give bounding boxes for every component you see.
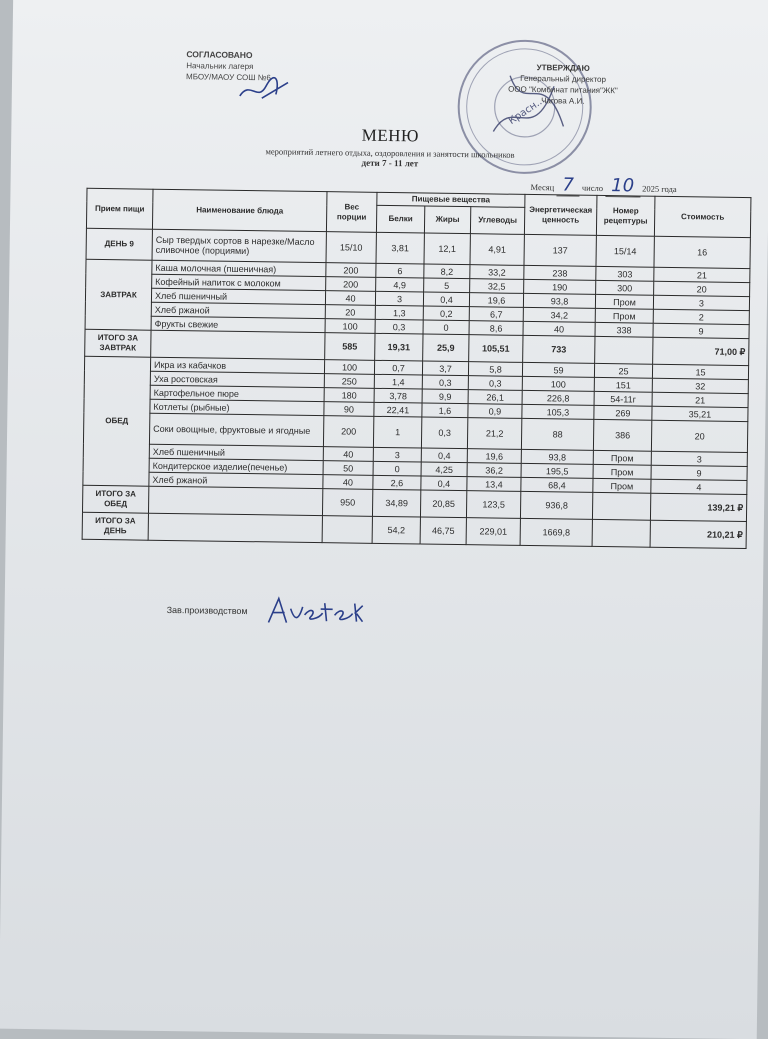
dish-name: Фрукты свежие	[151, 316, 325, 332]
date-day-label: число	[581, 182, 604, 194]
dish-proteins: 0,7	[374, 360, 422, 375]
breakfast-total-label: ИТОГО ЗА ЗАВТРАК	[85, 329, 151, 357]
dish-cost: 2	[653, 309, 749, 324]
page-title: МЕНЮ	[361, 125, 420, 146]
dish-recipe: 15/14	[596, 235, 654, 267]
dish-proteins: 3,78	[374, 388, 422, 403]
dish-energy: 34,2	[523, 307, 595, 322]
date-month-value: 7	[562, 174, 575, 196]
dish-energy: 190	[524, 279, 596, 294]
header-meal: Прием пищи	[86, 188, 153, 229]
date-day-value: 10	[611, 175, 635, 197]
dish-carbs: 0,9	[468, 404, 522, 419]
total-carbs: 123,5	[466, 491, 520, 519]
dish-name: Хлеб пшеничный	[151, 288, 325, 304]
dish-proteins: 0,3	[375, 319, 423, 334]
seal-text: Красн...	[506, 94, 547, 127]
dish-fats: 9,9	[422, 389, 468, 404]
dish-cost: 21	[654, 267, 750, 282]
dish-cost: 20	[651, 420, 747, 452]
age-group: дети 7 - 11 лет	[361, 157, 419, 169]
confirmation-position: Генеральный директор	[520, 73, 607, 85]
dish-fats: 0,3	[421, 417, 467, 449]
lunch-total-label: ИТОГО ЗА ОБЕД	[82, 485, 148, 513]
total-weight	[322, 516, 372, 544]
date-year: 2025 года	[642, 183, 677, 195]
header-dish: Наименование блюда	[152, 189, 327, 231]
page-subtitle: мероприятий летнего отдыха, оздоровления и занятости школьников	[265, 146, 515, 160]
dish-name: Кофейный напиток с молоком	[152, 274, 326, 290]
total-carbs: 105,51	[469, 335, 523, 363]
total-fats: 20,85	[420, 490, 466, 518]
dish-name: Каша молочная (пшеничная)	[152, 260, 326, 276]
dish-weight: 100	[325, 319, 375, 334]
dish-recipe: Пром	[593, 464, 651, 479]
dish-carbs: 26,1	[468, 390, 522, 405]
date-month-label: Месяц	[530, 182, 555, 193]
dish-recipe: Пром	[593, 478, 651, 493]
total-energy: 733	[523, 335, 595, 363]
dish-name: Хлеб пшеничный	[149, 444, 323, 460]
dish-weight: 200	[323, 416, 373, 448]
dish-proteins: 1	[373, 416, 421, 448]
footer-signoff	[167, 605, 248, 616]
dish-carbs: 21,2	[467, 418, 521, 450]
dish-proteins: 3	[373, 447, 421, 462]
dish-proteins: 2,6	[373, 475, 421, 490]
dish-cost: 16	[654, 236, 750, 268]
dish-carbs: 19,6	[469, 293, 523, 308]
dish-fats: 0,4	[423, 292, 469, 307]
dish-name: Картофельное пюре	[150, 385, 324, 401]
dish-proteins: 6	[376, 263, 424, 278]
total-cost: 71,00 ₽	[653, 337, 749, 365]
dish-recipe: 303	[596, 266, 654, 281]
dish-cost: 15	[652, 364, 748, 379]
dish-weight: 180	[324, 388, 374, 403]
dish-carbs: 33,2	[470, 265, 524, 280]
dish-recipe: Пром	[595, 308, 653, 323]
dish-fats: 8,2	[424, 264, 470, 279]
dish-fats: 0,4	[421, 476, 467, 491]
dish-proteins: 3,81	[376, 232, 424, 264]
dish-proteins: 0	[373, 461, 421, 476]
breakfast-label: ЗАВТРАК	[85, 259, 152, 330]
dish-proteins: 1,4	[374, 374, 422, 389]
dish-recipe: 300	[596, 280, 654, 295]
dish-recipe: 386	[593, 419, 651, 451]
dish-energy: 68,4	[521, 477, 593, 492]
approval-title: СОГЛАСОВАНО	[186, 49, 253, 61]
menu-table	[82, 188, 752, 549]
header-carbs: Углеводы	[470, 207, 524, 235]
dish-cost: 9	[653, 323, 749, 338]
dish-name: Уха ростовская	[150, 371, 324, 387]
dish-proteins: 4,9	[376, 277, 424, 292]
dish-weight: 90	[324, 402, 374, 417]
dish-weight: 20	[325, 305, 375, 320]
dish-carbs: 8,6	[469, 321, 523, 336]
dish-cost: 20	[654, 281, 750, 296]
dish-carbs: 6,7	[469, 307, 523, 322]
dish-fats: 12,1	[424, 233, 470, 265]
header-recipe: Номер рецептуры	[596, 195, 655, 236]
dish-cost: 4	[651, 479, 747, 494]
confirmation-block	[498, 62, 629, 108]
dish-recipe: 151	[594, 377, 652, 392]
dish-weight: 200	[326, 263, 376, 278]
dish-weight: 200	[326, 277, 376, 292]
dish-recipe: 269	[594, 405, 652, 420]
approval-signature	[236, 74, 296, 105]
header-fats: Жиры	[424, 206, 470, 234]
dish-name: Соки овощные, фруктовые и ягодные	[149, 413, 323, 446]
dish-weight: 50	[323, 461, 373, 476]
header-proteins: Белки	[376, 205, 424, 233]
dish-recipe: Пром	[593, 450, 651, 465]
dish-recipe: Пром	[595, 294, 653, 309]
dish-energy: 93,8	[521, 449, 593, 464]
dish-name: Хлеб ржаной	[151, 302, 325, 318]
dish-weight: 100	[324, 360, 374, 375]
dish-energy: 238	[524, 265, 596, 280]
total-fats: 25,9	[423, 334, 469, 362]
dish-weight: 250	[324, 374, 374, 389]
header-nutrients: Пищевые вещества	[377, 192, 525, 207]
day-total-label: ИТОГО ЗА ДЕНЬ	[82, 512, 148, 540]
dish-fats: 0,4	[421, 448, 467, 463]
dish-fats: 0,3	[422, 375, 468, 390]
dish-name: Икра из кабачков	[150, 357, 324, 373]
total-proteins: 54,2	[372, 516, 420, 544]
dish-proteins: 22,41	[374, 402, 422, 417]
dish-energy: 40	[523, 321, 595, 336]
manager-signature	[264, 592, 364, 629]
dish-cost: 35,21	[652, 406, 748, 421]
dish-recipe: 338	[595, 322, 653, 337]
approval-position: Начальник лагеря	[186, 61, 254, 72]
total-cost: 210,21 ₽	[650, 520, 746, 548]
dish-cost: 32	[652, 378, 748, 393]
dish-carbs: 13,4	[467, 477, 521, 492]
total-fats: 46,75	[420, 517, 466, 545]
dish-fats: 1,6	[422, 403, 468, 418]
dish-weight: 40	[323, 447, 373, 462]
dish-weight: 15/10	[326, 232, 376, 264]
dish-energy: 93,8	[523, 293, 595, 308]
dish-cost: 3	[651, 451, 747, 466]
footer-label: Зав.производством	[166, 604, 248, 617]
dish-weight: 40	[325, 291, 375, 306]
dish-fats: 4,25	[421, 462, 467, 477]
total-energy: 1669,8	[520, 518, 592, 546]
confirmation-company: ООО "Комбинат питания"ЖК"	[508, 84, 618, 96]
total-proteins: 34,89	[372, 489, 420, 517]
dish-cost: 3	[653, 295, 749, 310]
dish-energy: 59	[522, 362, 594, 377]
total-weight: 585	[325, 333, 375, 361]
dish-recipe: 54-11г	[594, 391, 652, 406]
dish-carbs: 4,91	[470, 234, 524, 266]
confirmation-title: УТВЕРЖДАЮ	[536, 63, 590, 73]
dish-energy: 100	[522, 376, 594, 391]
dish-name: Хлеб ржаной	[149, 472, 323, 488]
dish-proteins: 1,3	[375, 305, 423, 320]
dish-carbs: 36,2	[467, 463, 521, 478]
dish-carbs: 5,8	[468, 362, 522, 377]
dish-cost: 21	[652, 392, 748, 407]
dish-energy: 105,3	[522, 404, 594, 419]
header-energy: Энергетическая ценность	[524, 194, 597, 235]
dish-recipe: 25	[594, 363, 652, 378]
dish-name: Котлеты (рыбные)	[150, 399, 324, 415]
total-cost: 139,21 ₽	[650, 493, 746, 521]
dish-energy: 195,5	[521, 463, 593, 478]
dish-name: Сыр твердых сортов в нарезке/Масло сливочное (порциями)	[152, 229, 326, 262]
approval-school: МБОУ/МАОУ СОШ №6	[186, 72, 271, 83]
dish-carbs: 32,5	[470, 279, 524, 294]
dish-fats: 0,2	[423, 306, 469, 321]
dish-weight: 40	[323, 475, 373, 490]
confirmation-name: Чагова А.И.	[541, 96, 585, 106]
dish-proteins: 3	[375, 291, 423, 306]
dish-energy: 137	[524, 234, 596, 266]
dish-carbs: 0,3	[468, 376, 522, 391]
dish-energy: 226,8	[522, 390, 594, 405]
day-label: ДЕНЬ 9	[86, 228, 152, 260]
dish-carbs: 19,6	[467, 449, 521, 464]
dish-fats: 5	[424, 278, 470, 293]
total-energy: 936,8	[520, 491, 592, 519]
dish-cost: 9	[651, 465, 747, 480]
dish-fats: 0	[423, 320, 469, 335]
dish-name: Кондитерское изделие(печенье)	[149, 458, 323, 474]
header-cost: Стоимость	[654, 196, 751, 237]
total-weight: 950	[322, 489, 372, 517]
total-proteins: 19,31	[375, 333, 423, 361]
header-weight: Вес порции	[326, 192, 377, 233]
dish-fats: 3,7	[422, 361, 468, 376]
dish-energy: 88	[521, 418, 593, 450]
lunch-label: ОБЕД	[83, 356, 151, 486]
total-carbs: 229,01	[466, 518, 520, 546]
